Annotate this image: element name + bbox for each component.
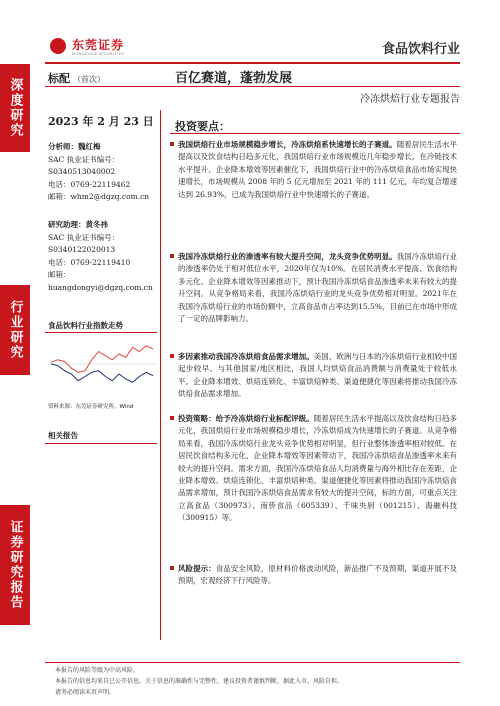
industry-label: 食品饮料行业 bbox=[381, 42, 460, 57]
report-subtitle: 冷冻烘焙行业专题报告 bbox=[360, 94, 460, 105]
bullet-square-icon bbox=[170, 416, 174, 420]
header-divider bbox=[45, 62, 460, 64]
bullet-square-icon bbox=[170, 142, 174, 146]
footer-disclaimer: 本报告的信息均来自已公开信息，关于信息的准确性与完整性，建议投资者谨慎判断，据此入市，风险自担。 bbox=[55, 678, 344, 685]
key-points-title: 投资要点： bbox=[175, 120, 230, 133]
key-point-5: 风险提示：食品安全风险，原材料价格波动风险，新品推广不及预期，渠道开展不及预期，宏观经济下行风险等。 bbox=[175, 563, 457, 588]
bullet-square-icon bbox=[170, 566, 174, 570]
report-date: 2023 年 2 月 23 日 bbox=[48, 115, 154, 128]
key-point-2: 我国冷冻烘焙行业的渗透率有较大提升空间，龙头竞争优势明显。我国冷冻烘焙行业的渗透率仍处于相对低位水平，2020年仅为10%。在居民消费水平提高、饮食结构多元化、企业降本增效等因素推动下，预计我国冷冻烘焙食品渗透率未来有较大的提升空间。从竞争格局来看，我国冷冻烘焙行业的龙头竞争优势相对明显。2021年在我国冷冻烘焙行业的市场份额中，立高食品市占率达到15.5%，目前已在市场中形成了一定的品牌影响力。 bbox=[175, 251, 457, 325]
sidebar-tag-securities-report: 证券研究报告 bbox=[0, 505, 30, 625]
related-reports-title: 相关报告 bbox=[48, 431, 78, 440]
footer-notice: 请务必阅读末页声明。 bbox=[55, 689, 116, 696]
chart-divider bbox=[45, 332, 157, 333]
column-divider bbox=[160, 110, 161, 640]
key-point-3: 多因素推动我国冷冻烘焙食品需求增加。美国、欧洲与日本的冷冻烘焙行业相较中国起步较早。与其他国家/地区相比，我国人均烘焙食品消费额与消费量处于较低水平。企业降本增效、烘焙连锁化、丰富烘焙种类、渠道便捷化等因素将推动我国冷冻烘焙食品需求增加。 bbox=[175, 351, 457, 401]
analyst-email[interactable]: whm2@dgzq.com.cn bbox=[70, 192, 150, 201]
bullet-square-icon bbox=[170, 354, 174, 358]
sidebar-tag-industry-research: 行业研究 bbox=[0, 285, 30, 375]
key-point-4: 投资策略：给予冷冻烘焙行业标配评级。随着居民生活水平提高以及饮食结构日趋多元化，我国烘焙行业市场规模稳步增长，冷冻烘焙成为快速增长的子赛道。从竞争格局来看，我国冷冻烘焙行业龙头竞争优势相对明显，但行业整体渗透率相对较低。在居民饮食结构多元化、企业降本增效等因素带动下，我国冷冻烘焙食品渗透率未来有较大的提升空间。需求方面，我国冷冻烘焙食品人均消费量与海外相比存在差距，企业降本增效、烘焙连锁化、丰富烘焙种类、渠道便捷化等因素将推动我国冷冻烘焙食品需求增加，预计我国冷冻烘焙食品需求有较大的提升空间，标的方面，可重点关注立高食品（300973）、南侨食品（605339）、千味央厨（001215）、海融科技（300915）等。 bbox=[175, 413, 457, 525]
chart-source: 资料来源：东莞证券研究所，Wind bbox=[48, 404, 134, 410]
footer-divider bbox=[45, 662, 460, 663]
assistant-info: 研究助理：黄冬祎 SAC 执业证书编号： S0340122020013 电话：0769-22119410 邮箱： huangdongyi@dgzq.com.cn bbox=[48, 219, 156, 294]
index-trend-chart bbox=[48, 336, 156, 392]
assistant-email[interactable]: huangdongyi@dgzq.com.cn bbox=[48, 282, 153, 292]
chart-title: 食品饮料行业指数走势 bbox=[48, 321, 123, 330]
rating-divider bbox=[45, 86, 460, 87]
bullet-square-icon bbox=[170, 254, 174, 258]
key-point-1: 我国烘焙行业市场规模稳步增长，冷冻烘焙系快速增长的子赛道。随着居民生活水平提高以及饮食结构日趋多元化，我国烘焙行业市场规模近几年稳步增长。在冷链技术水平提升、企业降本增效等因素催化下，我国烘焙行业中的冷冻烘焙食品市场实现快速增长，市场规模从 2008 年的 5 亿元增加至 2021 年的 111 亿元，年均复合增速达到 26.93%，已成为我国烘焙行业中快速增长的子赛道。 bbox=[175, 139, 457, 201]
related-divider bbox=[45, 443, 157, 444]
rating: 标配 （首次） bbox=[48, 72, 105, 85]
company-logo-icon bbox=[50, 38, 66, 54]
company-logo-subtext: DONGGUAN SECURITIES bbox=[72, 52, 125, 56]
company-logo-text: 东莞证券 bbox=[72, 38, 125, 52]
footer-risk-level: 本报告的风险等级为中高风险。 bbox=[55, 667, 140, 674]
report-headline: 百亿赛道，蓬勃发展 bbox=[175, 71, 293, 86]
trend-series-line-2 bbox=[51, 364, 153, 382]
trend-series-line-1 bbox=[51, 346, 153, 373]
sidebar-tag-deep-research: 深度研究 bbox=[0, 64, 30, 152]
analyst-info: 分析师：魏红梅 SAC 执业证书编号： S0340513040002 电话：0769-22119462 邮箱：whm2@dgzq.com.cn bbox=[48, 142, 150, 201]
key-points-divider bbox=[170, 133, 460, 134]
